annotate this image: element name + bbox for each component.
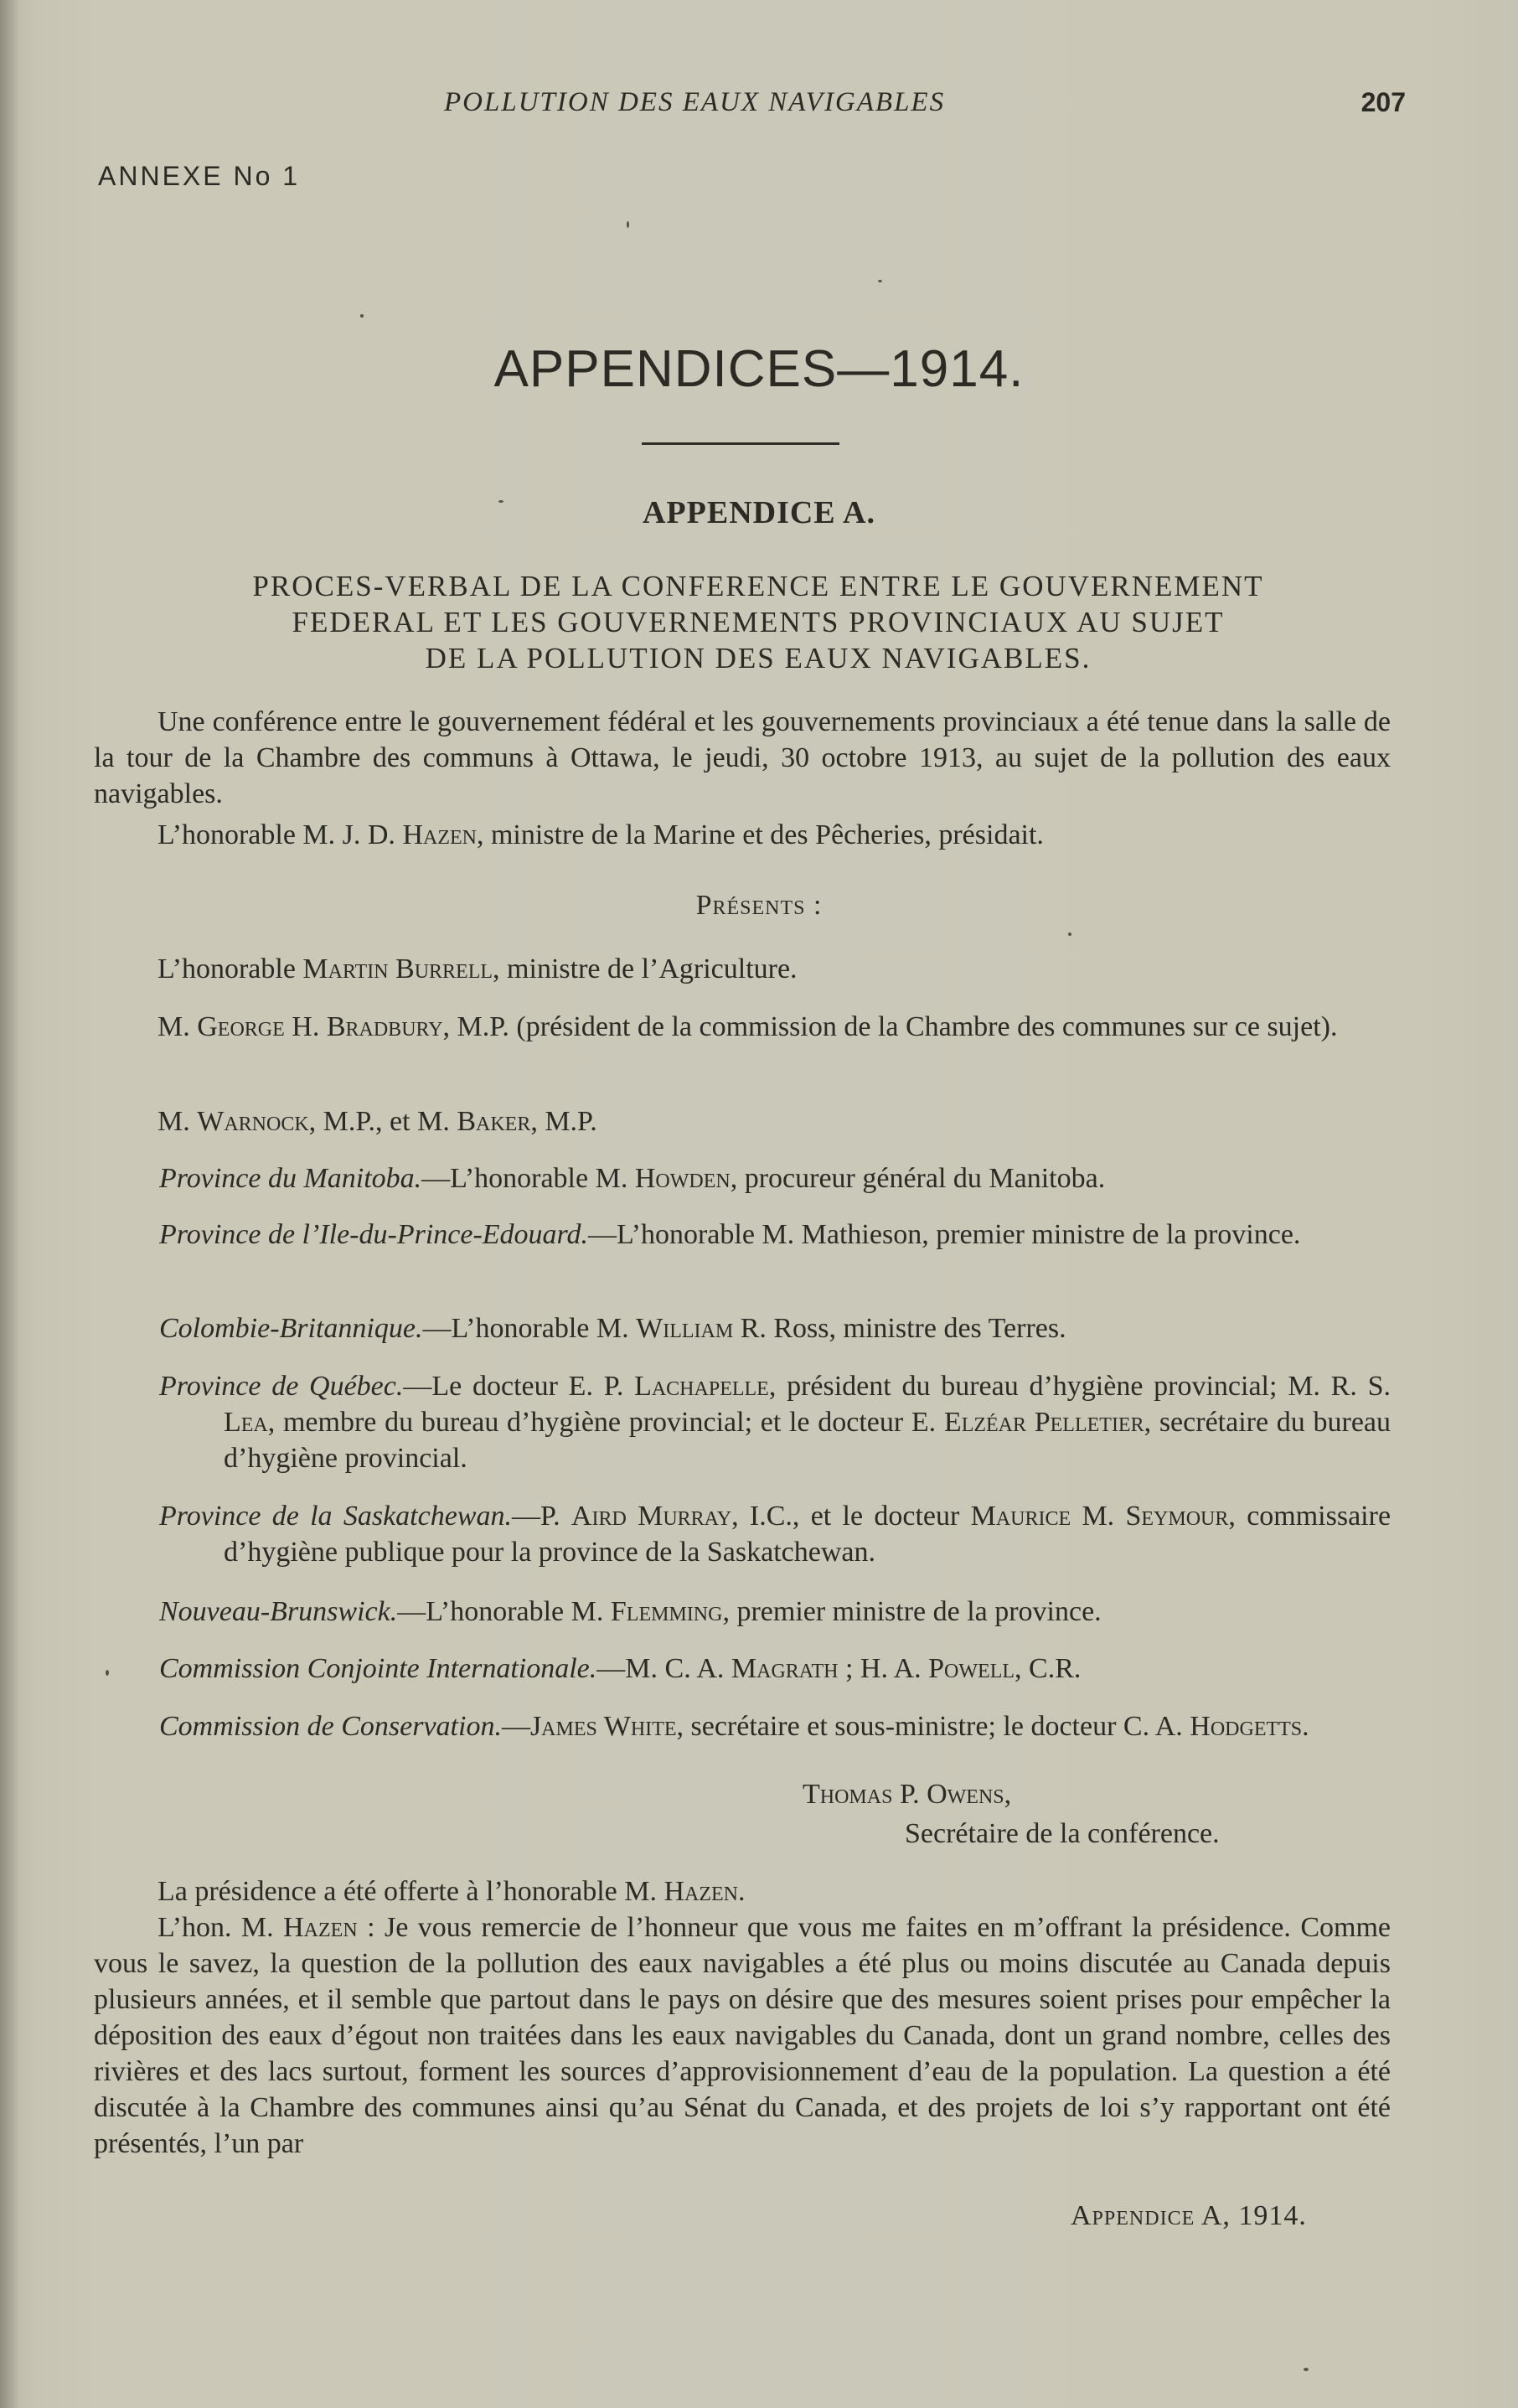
attendee-pei: Province de l’Ile-du-Prince-Edouard.—L’honorable M. Mathieson, premier ministre de la province. xyxy=(159,1219,1301,1250)
proceedings-title-line: FEDERAL ET LES GOUVERNEMENTS PROVINCIAUX AU SUJET xyxy=(292,606,1225,638)
paper-speck xyxy=(627,221,629,228)
attendee-conservation-commission: Commission de Conservation.—James White, secrétaire et sous-ministre; le docteur C. A. Hodgetts. xyxy=(159,1711,1309,1742)
attendee-warnock-baker: M. Warnock, M.P., et M. Baker, M.P. xyxy=(157,1106,597,1137)
proceedings-title-line: DE LA POLLUTION DES EAUX NAVIGABLES. xyxy=(425,642,1092,674)
person-name: Lachapelle xyxy=(634,1371,769,1402)
person-name: William xyxy=(636,1313,734,1344)
chair-paragraph: L’honorable M. J. D. Hazen, ministre de la Marine et des Pêcheries, présidait. xyxy=(157,819,1044,850)
footer-appendix-reference: Appendice A, 1914. xyxy=(1071,2200,1307,2231)
province-name: Province de Québec. xyxy=(159,1371,404,1402)
province-name: Colombie-Britannique. xyxy=(159,1313,423,1344)
attendee-international-joint-commission: Commission Conjointe Internationale.—M. C. A. Magrath ; H. A. Powell, C.R. xyxy=(159,1653,1082,1684)
secretary-signature-name: Thomas P. Owens, xyxy=(803,1779,1012,1810)
main-title: APPENDICES—1914. xyxy=(493,340,1025,398)
secretary-signature-role: Secrétaire de la conférence. xyxy=(905,1818,1220,1849)
title-rule xyxy=(642,442,839,445)
proceedings-title-line: PROCES-VERBAL DE LA CONFERENCE ENTRE LE GOUVERNEMENT xyxy=(252,570,1264,602)
presidency-paragraph: La présidence a été offerte à l’honorable M. Hazen. xyxy=(157,1876,746,1907)
person-name: Warnock xyxy=(197,1106,309,1137)
person-name: Aird Murray xyxy=(571,1501,732,1532)
person-name: Hazen xyxy=(283,1912,358,1943)
attendee-british-columbia: Colombie-Britannique.—L’honorable M. William R. Ross, ministre des Terres. xyxy=(159,1313,1066,1344)
paper-speck xyxy=(1068,933,1071,936)
presents-heading: Présents : xyxy=(695,890,823,921)
speech-paragraph: L’hon. M. Hazen : Je vous remercie de l’honneur que vous me faites en m’offrant la présidence. Comme vous le savez, la question de la pollution des eaux navigables a été plus ou moins discutée au Canada depuis plusieurs années, et il semble que partout dans le pays on désire que des mesures soient prises pour empêcher la déposition des eaux d’égout non traitées dans les eaux navigables du Canada, dont un grand nombre, celles des rivières et des lacs surtout, forment les sources d’approvisionnement d’eau de la population. La question a été discutée à la Chambre des communes ainsi qu’au Sénat du Canada, et des projets de loi s’y rapportant ont été présentés, l’un par xyxy=(94,1912,1391,2159)
appendix-heading: APPENDICE A. xyxy=(642,495,876,530)
page-number: 207 xyxy=(1361,87,1406,117)
province-name: Commission de Conservation. xyxy=(159,1711,502,1742)
person-name: Hodgetts xyxy=(1190,1711,1303,1742)
person-name: Maurice xyxy=(970,1501,1071,1532)
province-name: Province de l’Ile-du-Prince-Edouard. xyxy=(159,1219,589,1250)
person-name: Lea xyxy=(224,1407,268,1438)
person-name: Magrath xyxy=(731,1653,839,1684)
person-name: Baker xyxy=(457,1106,531,1137)
paper-speck xyxy=(360,314,364,318)
person-name: Elzéar Pelletier xyxy=(943,1407,1144,1438)
attendee-bradbury: M. George H. Bradbury, M.P. (président de la commission de la Chambre des communes sur ce sujet). xyxy=(157,1011,1338,1042)
person-name: Flemming xyxy=(610,1596,723,1627)
province-name: Nouveau-Brunswick. xyxy=(159,1596,398,1627)
province-name: Commission Conjointe Internationale. xyxy=(159,1653,597,1684)
attendee-quebec: Province de Québec.—Le docteur E. P. Lachapelle, président du bureau d’hygiène provincial; M. R. S. Lea, membre du bureau d’hygiène provincial; et le docteur E. Elzéar Pelletier, secrétaire du bureau d’hygiène provincial. xyxy=(159,1371,1391,1474)
person-name: Martin Burrell xyxy=(302,953,493,984)
person-name: James White xyxy=(529,1711,677,1742)
annex-label: ANNEXE No 1 xyxy=(98,161,301,191)
person-name: Hazen xyxy=(663,1876,739,1907)
attendee-new-brunswick: Nouveau-Brunswick.—L’honorable M. Flemming, premier ministre de la province. xyxy=(159,1596,1102,1627)
person-name: Howden xyxy=(634,1163,731,1194)
attendee-manitoba: Province du Manitoba.—L’honorable M. Howden, procureur général du Manitoba. xyxy=(159,1163,1106,1194)
province-name: Province du Manitoba. xyxy=(159,1163,422,1194)
province-name: Province de la Saskatchewan. xyxy=(159,1501,512,1532)
person-name: Hazen xyxy=(402,819,477,850)
paper-speck xyxy=(878,280,882,282)
running-header-title: POLLUTION DES EAUX NAVIGABLES xyxy=(444,87,946,117)
person-name: Powell xyxy=(928,1653,1015,1684)
person-name: George H. Bradbury xyxy=(197,1011,443,1042)
person-name: Seymour xyxy=(1125,1501,1229,1532)
attendee-burrell: L’honorable Martin Burrell, ministre de l’Agriculture. xyxy=(157,953,798,984)
paper-speck xyxy=(498,500,503,503)
intro-paragraph: Une conférence entre le gouvernement fédéral et les gouvernements provinciaux a été tenue dans la salle de la tour de la Chambre des communs à Ottawa, le jeudi, 30 octobre 1913, au sujet de la pollution des eaux navigables. xyxy=(94,706,1391,809)
proceedings-title xyxy=(117,568,1399,676)
paper-speck xyxy=(106,1670,109,1676)
paper-speck xyxy=(1304,2368,1309,2371)
attendee-saskatchewan: Province de la Saskatchewan.—P. Aird Murray, I.C., et le docteur Maurice M. Seymour, commissaire d’hygiène publique pour la province de la Saskatchewan. xyxy=(159,1501,1392,1568)
